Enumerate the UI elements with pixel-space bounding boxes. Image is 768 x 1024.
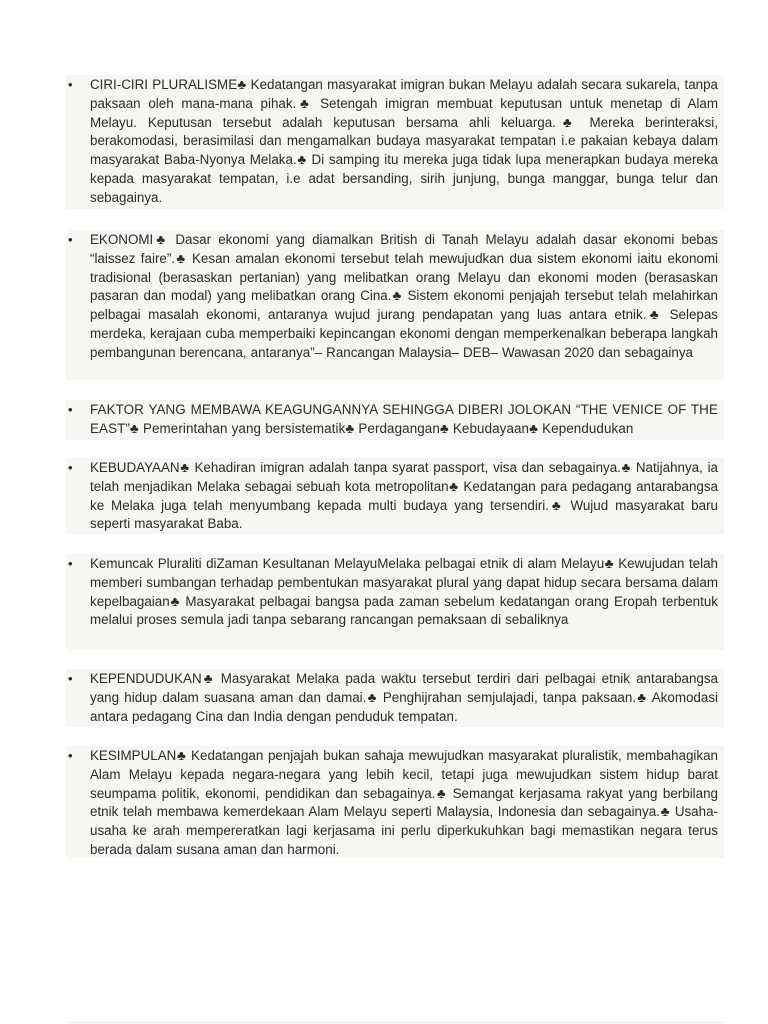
bullet-marker: •	[68, 460, 73, 475]
section-text: EKONOMI♣ Dasar ekonomi yang diamalkan British di Tanah Melayu adalah dasar ekonomi bebas “laissez faire”.♣ Kesan amalan ekonomi tersebut telah mewujudkan dua sistem ekonomi iaitu ekonomi tradisional (berasaskan pertanian) yang melibatkan orang Melayu dan ekonomi moden (berasaskan pasaran dan modal) yang melibatkan orang Cina.♣ Sistem ekonomi penjajah tersebut telah melahirkan pelbagai masalah ekonomi, antaranya wujud jurang pendapatan yang luas antara etnik.♣ Selepas merdeka, kerajaan cuba memperbaiki kepincangan ekonomi dengan memperkenalkan beberapa langkah pembangunan berencana, antaranya”– Rancangan Malaysia– DEB– Wawasan 2020 dan sebagainya	[90, 232, 718, 360]
bullet-marker: •	[68, 556, 73, 571]
section-text: KEPENDUDUKAN♣ Masyarakat Melaka pada waktu tersebut terdiri dari pelbagai etnik antarabangsa yang hidup dalam suasana aman dan damai.♣ Penghijrahan semjulajadi, tanpa paksaan.♣ Akomodasi antara pedagang Cina dan India dengan penduduk tempatan.	[90, 671, 718, 724]
bullet-marker: •	[68, 232, 73, 247]
page-bottom-divider	[66, 1022, 726, 1023]
section-text: FAKTOR YANG MEMBAWA KEAGUNGANNYA SEHINGGA DIBERI JOLOKAN “THE VENICE OF THE EAST”♣ Pemerintahan yang bersistematik♣ Perdagangan♣ Kebudayaan♣ Kependudukan	[90, 402, 718, 436]
section-ciri-ciri-pluralisme	[66, 75, 724, 209]
section-kependudukan	[66, 669, 724, 727]
bullet-marker: •	[68, 671, 73, 686]
bullet-marker: •	[68, 77, 73, 92]
section-kesimpulan	[66, 746, 724, 858]
section-text: Kemuncak Pluraliti diZaman Kesultanan MelayuMelaka pelbagai etnik di alam Melayu♣ Kewujudan telah memberi sumbangan terhadap pembentukan masyarakat plural yang dapat hidup secara bersama dalam kepelbagaian♣ Masyarakat pelbagai bangsa pada zaman sebelum kedatangan orang Eropah terbentuk melalui proses semula jadi tanpa sebarang rancangan pemaksaan di sebaliknya	[90, 556, 718, 628]
section-ekonomi	[66, 230, 724, 380]
section-faktor-keagungan	[66, 400, 724, 440]
section-text: KESIMPULAN♣ Kedatangan penjajah bukan sahaja mewujudkan masyarakat pluralistik, membahagikan Alam Melayu kepada negara-negara yang lebih kecil, tetapi juga mewujudkan sistem hidup barat seumpama politik, ekonomi, pendidikan dan sebagainya.♣ Semangat kerjasama rakyat yang berbilang etnik telah membawa kemerdekaan Alam Melayu seperti Malaysia, Indonesia dan sebagainya.♣ Usaha-usaha ke arah mempereratkan lagi kerjasama ini perlu diperkukuhkan bagi memastikan negara terus berada dalam susana aman dan harmoni.	[90, 748, 718, 857]
section-kemuncak-pluraliti	[66, 554, 724, 650]
bullet-marker: •	[68, 402, 73, 417]
section-text: KEBUDAYAAN♣ Kehadiran imigran adalah tanpa syarat passport, visa dan sebagainya.♣ Natijahnya, ia telah menjadikan Melaka sebagai sebuah kota metropolitan♣ Kedatangan para pedagang antarabangsa ke Melaka juga telah menyumbang kepada multi budaya yang tersendiri.♣ Wujud masyarakat baru seperti masyarakat Baba.	[90, 460, 718, 532]
section-text: CIRI-CIRI PLURALISME♣ Kedatangan masyarakat imigran bukan Melayu adalah secara sukarela, tanpa paksaan oleh mana-mana pihak.♣ Setengah imigran membuat keputusan untuk menetap di Alam Melayu. Keputusan tersebut adalah keputusan bersama ahli keluarga.♣ Mereka berinteraksi, berakomodasi, berasimilasi dan mengamalkan budaya masyarakat tempatan i.e pakaian kebaya dalam masyarakat Baba-Nyonya Melaka.♣ Di samping itu mereka juga tidak lupa menerapkan budaya mereka kepada masyarakat tempatan, i.e adat bersanding, sirih junjung, bunga manggar, bunga telur dan sebagainya.	[90, 77, 718, 205]
bullet-marker: •	[68, 748, 73, 763]
section-kebudayaan	[66, 458, 724, 534]
